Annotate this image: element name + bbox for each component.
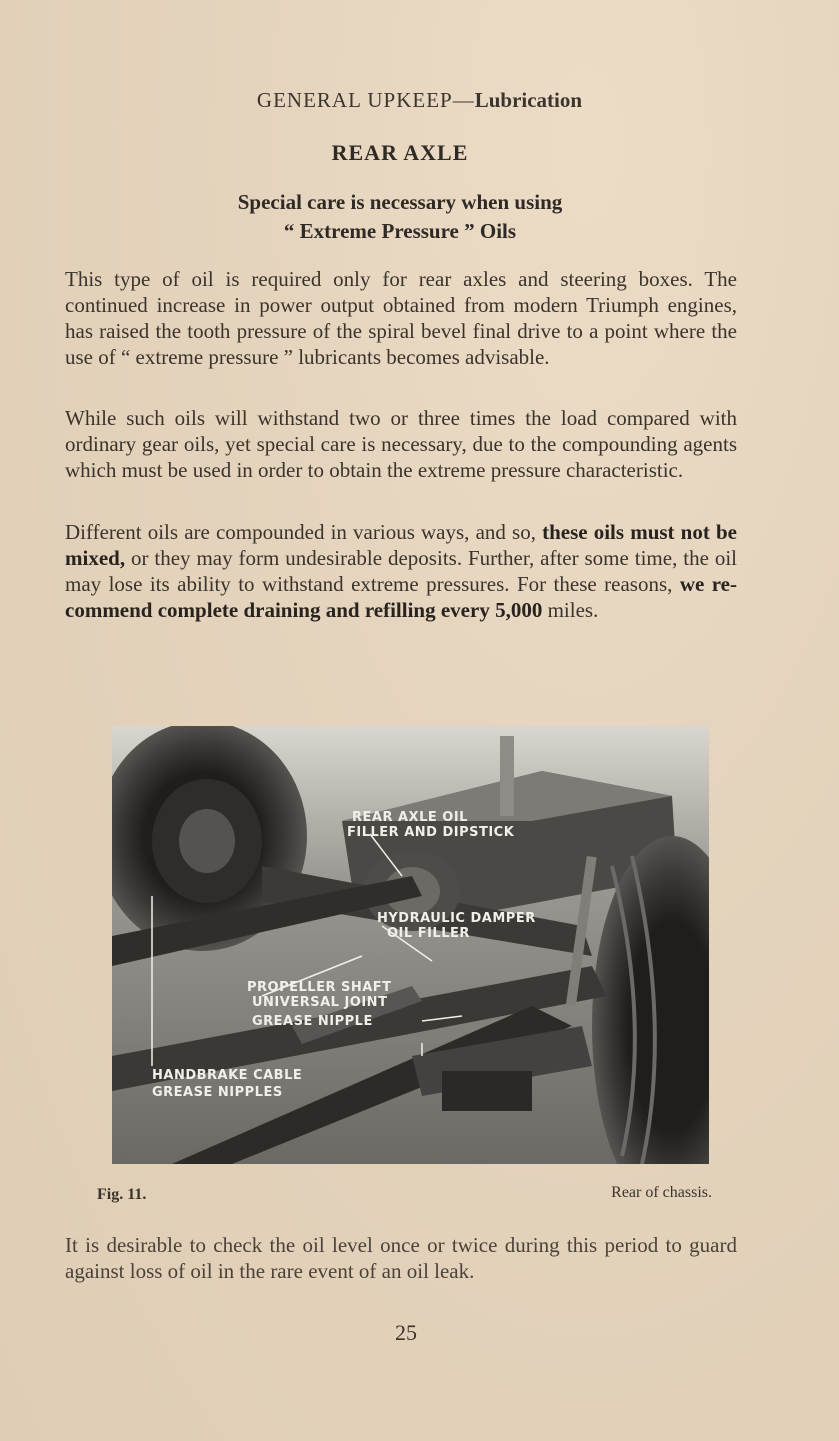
callout-handbrake-l1: HANDBRAKE CABLE xyxy=(152,1068,303,1083)
subtitle-line-1: Special care is necessary when using xyxy=(237,190,563,214)
callout-propshaft-l1: PROPELLER SHAFT xyxy=(247,980,392,995)
paragraph-oil-type: This type of oil is required only for rear axles and steering boxes. The continued increase in power output obtained from modern Triumph engines, has raised the tooth pressure of the spiral bevel final drive to a point where the use of “ extreme pressure ” lubricants becomes advisable. xyxy=(65,267,737,369)
chassis-illustration xyxy=(112,726,709,1164)
subtitle-line-2: “ Extreme Pressure ” Oils xyxy=(283,219,517,243)
callout-propshaft-l2: UNIVERSAL JOINT xyxy=(252,995,388,1010)
running-header-title: GENERAL UPKEEP— xyxy=(256,88,475,112)
p3-part-a: Different oils are compounded in various ways, and so, xyxy=(65,520,543,544)
page-title: REAR AXLE xyxy=(331,140,469,165)
paragraph-check-oil-level: It is desirable to check the oil level once or twice during this period to guard against loss of oil in the rare event of an oil leak. xyxy=(65,1233,737,1283)
paragraph-special-care: While such oils will withstand two or three times the load compared with ordinary gear oils, yet special care is necessary, due to the compounding agents which must be used in order to obtain the extreme pressure characteristic. xyxy=(65,406,737,482)
subtitle xyxy=(0,188,800,246)
p3-part-e: miles. xyxy=(542,598,599,622)
callout-handbrake-l2: GREASE NIPPLES xyxy=(152,1085,283,1100)
paragraph-do-not-mix xyxy=(65,519,737,623)
p3-part-c: or they may form undesirable deposits. Further, after some time, the oil may lose its ability to withstand extreme pressures. For these reasons, xyxy=(65,546,737,596)
chassis-photo xyxy=(112,726,709,1164)
page-number: 25 xyxy=(395,1320,417,1345)
p3-emphasis-no-mix: these oils must not be mixed, xyxy=(65,520,737,570)
p3-emphasis-drain: we re-commend complete draining and refilling every 5,000 xyxy=(65,572,737,622)
callout-damper-l1: HYDRAULIC DAMPER xyxy=(377,911,536,926)
running-header-section: Lubrication xyxy=(474,88,583,112)
figure-caption: Rear of chassis. xyxy=(611,1184,712,1201)
running-header xyxy=(0,88,839,113)
callout-rear-axle-oil-l1: REAR AXLE OIL xyxy=(352,810,468,825)
callout-rear-axle-oil-l2: FILLER AND DIPSTICK xyxy=(347,825,515,840)
figure-label: Fig. 11. xyxy=(97,1186,147,1203)
callout-damper-l2: OIL FILLER xyxy=(387,926,470,941)
callout-propshaft-l3: GREASE NIPPLE xyxy=(252,1014,373,1029)
